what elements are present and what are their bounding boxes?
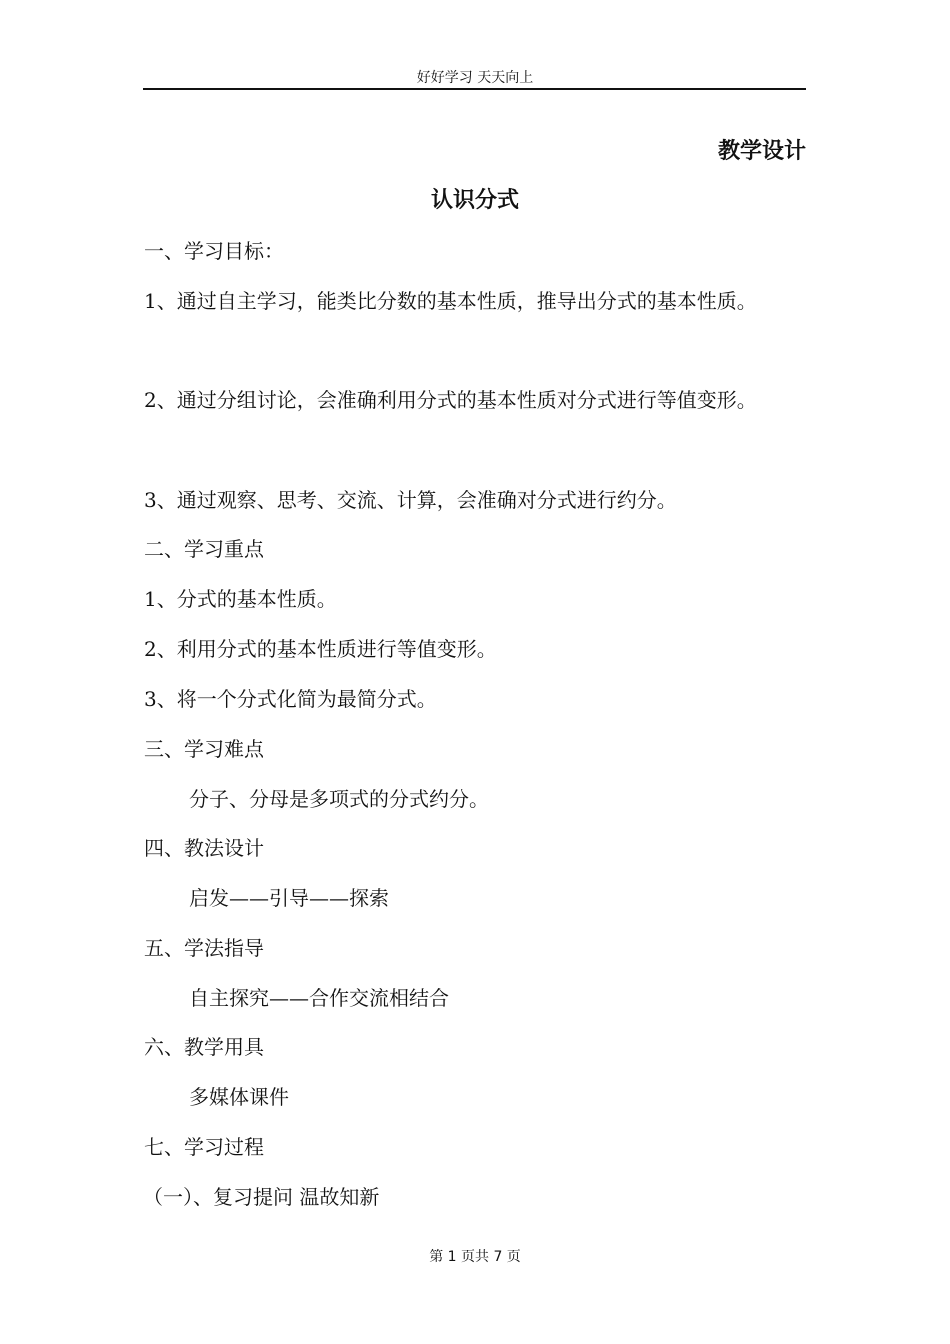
teaching-method-text: 启发——引导——探索 bbox=[189, 886, 389, 910]
objective-2: 2、通过分组讨论，会准确利用分式的基本性质对分式进行等值变形。 bbox=[144, 388, 757, 412]
learning-process-step-1: （一）、复习提问 温故知新 bbox=[143, 1185, 380, 1209]
section-heading-learning-guidance: 五、学法指导 bbox=[144, 936, 264, 960]
difficulty-text: 分子、分母是多项式的分式约分。 bbox=[189, 787, 489, 811]
section-heading-key-points: 二、学习重点 bbox=[144, 537, 264, 561]
section-heading-teaching-method: 四、教法设计 bbox=[144, 836, 264, 860]
learning-guidance-text: 自主探究——合作交流相结合 bbox=[189, 986, 449, 1010]
document-type-label: 教学设计 bbox=[717, 139, 806, 164]
section-heading-objectives: 一、学习目标： bbox=[144, 239, 284, 263]
document-title: 认识分式 bbox=[430, 188, 519, 213]
section-heading-learning-process: 七、学习过程 bbox=[144, 1135, 264, 1159]
teaching-tools-text: 多媒体课件 bbox=[189, 1085, 289, 1109]
key-point-1: 1、分式的基本性质。 bbox=[144, 587, 337, 611]
key-point-3: 3、将一个分式化简为最简分式。 bbox=[144, 687, 437, 711]
page-header: 好好学习 天天向上 bbox=[416, 70, 534, 86]
page-footer: 第 1 页共 7 页 bbox=[429, 1249, 521, 1265]
section-heading-difficulties: 三、学习难点 bbox=[144, 737, 264, 761]
objective-1: 1、通过自主学习，能类比分数的基本性质，推导出分式的基本性质。 bbox=[144, 289, 757, 313]
section-heading-teaching-tools: 六、教学用具 bbox=[144, 1035, 264, 1059]
objective-3: 3、通过观察、思考、交流、计算，会准确对分式进行约分。 bbox=[144, 488, 677, 512]
header-divider bbox=[143, 88, 806, 90]
key-point-2: 2、利用分式的基本性质进行等值变形。 bbox=[144, 637, 497, 661]
